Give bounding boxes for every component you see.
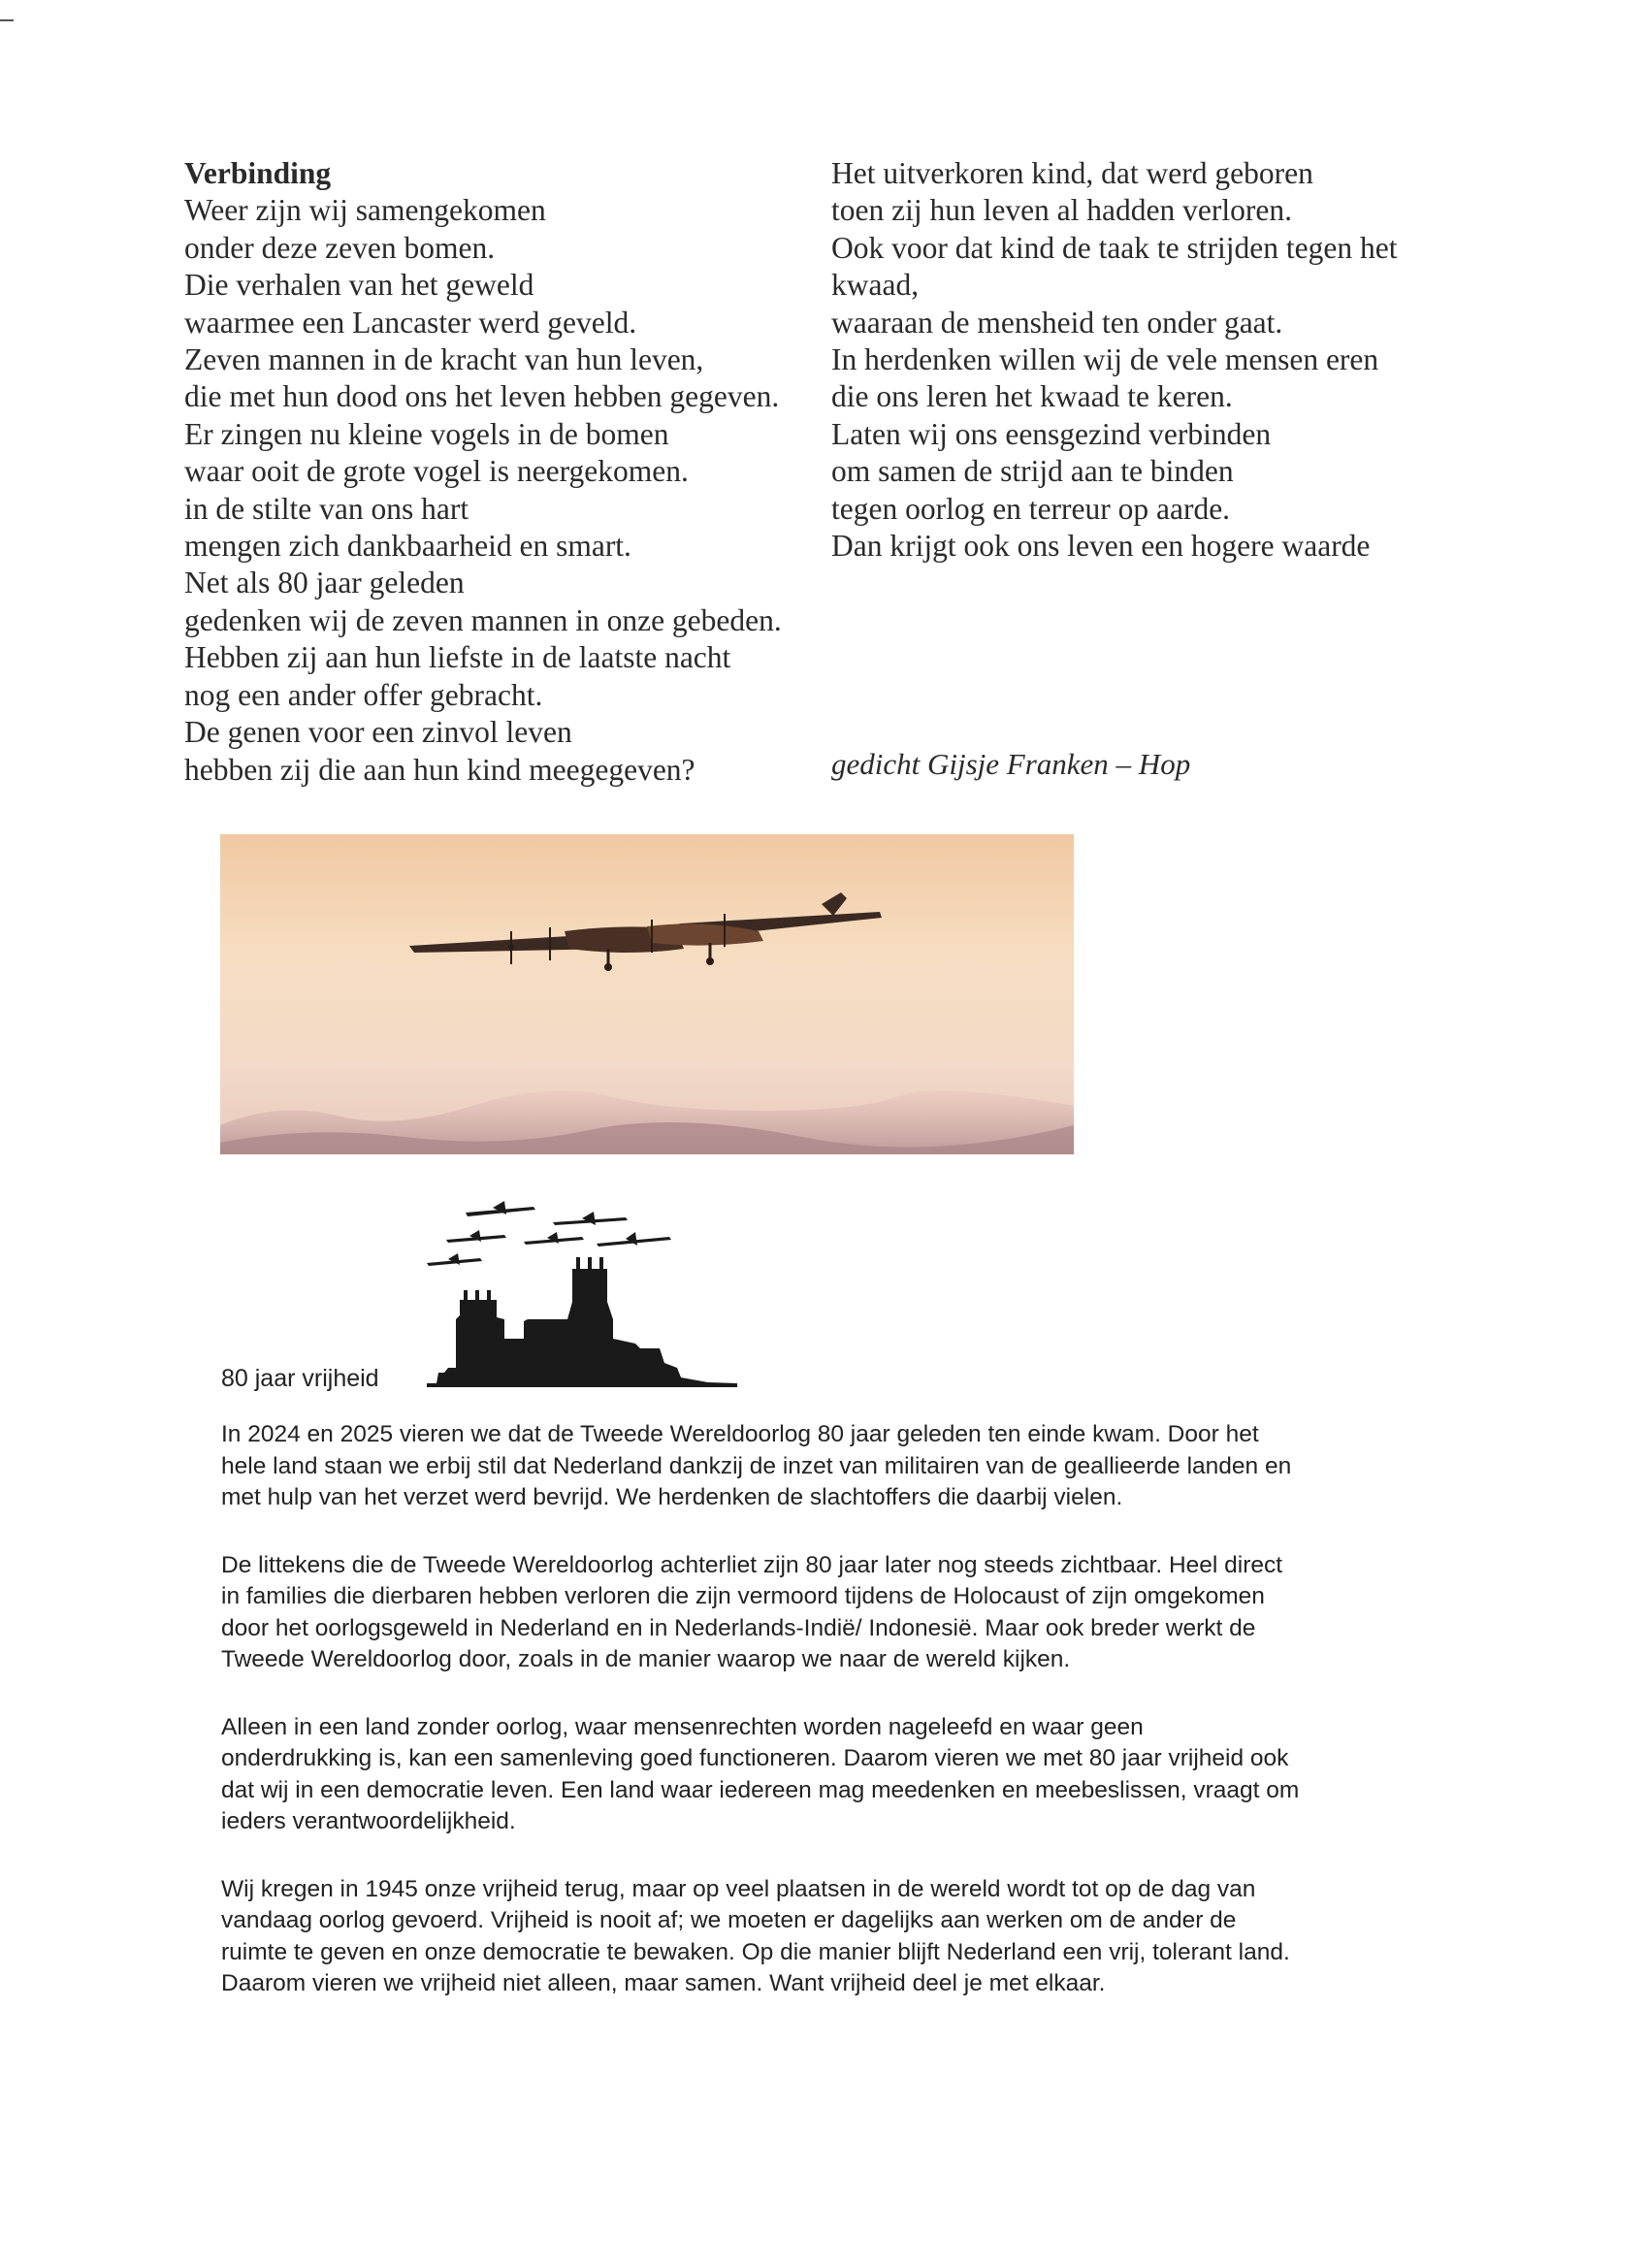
cathedral-silhouette — [427, 1193, 737, 1387]
article-line: Wij kregen in 1945 onze vrijheid terug, maar op veel plaatsen in de wereld wordt tot op de dag van — [221, 1875, 1256, 1902]
poem-left-column — [184, 155, 844, 789]
cathedral-icon — [427, 1257, 737, 1387]
article-paragraph — [221, 1419, 1482, 1514]
poem-author: gedicht Gijsje Franken – Hop — [831, 747, 1191, 781]
poem-line: Zeven mannen in de kracht van hun leven, — [184, 342, 704, 377]
plane-formation-icon — [427, 1201, 671, 1266]
poem-line: Laten wij ons eensgezind verbinden — [831, 416, 1272, 451]
poem-line: Die verhalen van het geweld — [184, 268, 534, 303]
article-line: onderdrukking is, kan een samenleving goed functioneren. Daarom vieren we met 80 jaar vrijheid ook — [221, 1745, 1289, 1771]
article-line: in families die dierbaren hebben verloren die zijn vermoord tijdens de Holocaust of zijn omgekomen — [221, 1583, 1265, 1609]
poem-line: Hebben zij aan hun liefste in de laatste nacht — [184, 640, 731, 675]
article-line: Daarom vieren we vrijheid niet alleen, maar samen. Want vrijheid deel je met elkaar. — [221, 1970, 1106, 1996]
article-line: door het oorlogsgeweld in Nederland en in Nederlands-Indië/ Indonesië. Maar ook breder werkt de — [221, 1614, 1256, 1641]
poem-line: Het uitverkoren kind, dat werd geboren — [831, 156, 1313, 190]
article-line: Alleen in een land zonder oorlog, waar mensenrechten worden nageleefd en waar geen — [221, 1713, 1144, 1740]
article-line: dat wij in een democratie leven. Een land waar iedereen mag meedenken en meebeslissen, vraagt om — [221, 1776, 1300, 1803]
poem-line: Net als 80 jaar geleden — [184, 566, 465, 600]
poem-line: nog een ander offer gebracht. — [184, 677, 543, 712]
scan-mark — [0, 19, 14, 21]
article-line: met hulp van het verzet werd bevrijd. We herdenken de slachtoffers die daarbij vielen. — [221, 1484, 1123, 1510]
poem-line: mengen zich dankbaarheid en smart. — [184, 529, 631, 564]
poem-line: Weer zijn wij samengekomen — [184, 193, 546, 228]
poem-title: Verbinding — [184, 156, 332, 190]
article-line: vandaag oorlog gevoerd. Vrijheid is nooit af; we moeten er dagelijks aan werken om de ander de — [221, 1907, 1237, 1933]
article-paragraph — [221, 1874, 1482, 2000]
poem-left-lines — [184, 192, 844, 789]
article-body — [221, 1419, 1482, 2036]
poem-right-lines — [831, 155, 1491, 565]
article-line: hele land staan we erbij stil dat Nederland dankzij de inzet van militairen van de geallieerde landen en — [221, 1452, 1292, 1479]
poem-line: toen zij hun leven al hadden verloren. — [831, 193, 1292, 228]
poem-line: In herdenken willen wij de vele mensen eren — [831, 342, 1379, 377]
article-paragraph — [221, 1550, 1482, 1676]
article-line: De littekens die de Tweede Wereldoorlog achterliet zijn 80 jaar later nog steeds zichtbaar. Heel direct — [221, 1551, 1283, 1578]
poem-line: die met hun dood ons het leven hebben gegeven. — [184, 379, 780, 414]
poem-line: waaraan de mensheid ten onder gaat. — [831, 305, 1283, 340]
article-paragraph — [221, 1712, 1482, 1838]
poem-line: Dan krijgt ook ons leven een hogere waarde — [831, 529, 1371, 564]
poem-right-column — [831, 155, 1491, 565]
poem-line: waarmee een Lancaster werd geveld. — [184, 305, 637, 340]
poem-line: hebben zij die aan hun kind meegegeven? — [184, 752, 695, 787]
poem-line: in de stilte van ons hart — [184, 491, 469, 526]
poem-line: die ons leren het kwaad te keren. — [831, 379, 1233, 414]
poem-line: Ook voor dat kind de taak te strijden tegen het — [831, 230, 1398, 265]
article-line: In 2024 en 2025 vieren we dat de Tweede Wereldoorlog 80 jaar geleden ten einde kwam. Door het — [221, 1421, 1259, 1447]
poem-line: Er zingen nu kleine vogels in de bomen — [184, 416, 669, 451]
poem-line: kwaad, — [831, 268, 920, 303]
image-caption: 80 jaar vrijheid — [221, 1365, 379, 1392]
poem-line: onder deze zeven bomen. — [184, 230, 496, 265]
poem-line: gedenken wij de zeven mannen in onze gebeden. — [184, 602, 782, 637]
poem-line: om samen de strijd aan te binden — [831, 454, 1234, 489]
article-line: Tweede Wereldoorlog door, zoals in de manier waarop we naar de wereld kijken. — [221, 1646, 1071, 1672]
poem-line: tegen oorlog en terreur op aarde. — [831, 491, 1231, 526]
poem-line: De genen voor een zinvol leven — [184, 715, 572, 750]
article-line: ruimte te geven en onze democratie te bewaken. Op die manier blijft Nederland een vrij, tolerant land. — [221, 1938, 1290, 1965]
lancaster-photo — [220, 834, 1074, 1154]
article-line: ieders verantwoordelijkheid. — [221, 1808, 516, 1834]
poem-line: waar ooit de grote vogel is neergekomen. — [184, 454, 689, 489]
